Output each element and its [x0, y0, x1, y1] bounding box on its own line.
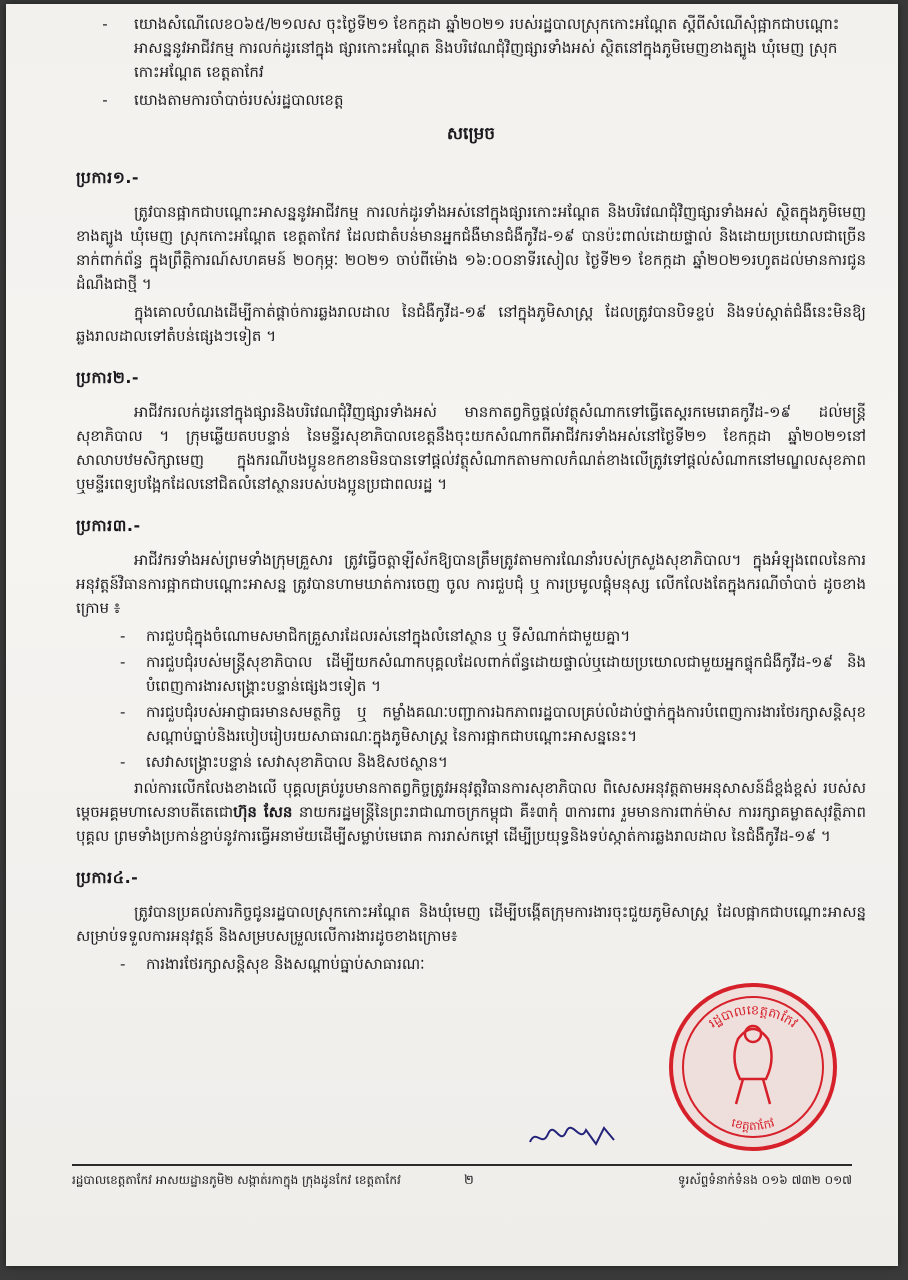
signature-stroke [530, 1128, 614, 1144]
page-footer [72, 1164, 852, 1190]
seal-text-bottom: ខេត្តតាកែវ [729, 1115, 777, 1134]
article-heading: ប្រការ៣.- [76, 516, 141, 535]
footer-address: រដ្ឋបាលខេត្តតាកែវ អាសយដ្ឋានភូមិ២ សង្កាត់រកាក្នុង ក្រុងដូនកែវ ខេត្តតាកែវ [72, 1173, 401, 1187]
article-paragraph: អាជីវករទាំងអស់ព្រមទាំងក្រុមគ្រួសារ ត្រូវធ្វើចត្តាឡីស័កឱ្យបានត្រឹមត្រូវតាមការណែនាំរបស់ក្រសួងសុខាភិបាល។ ក្នុងអំឡុងពេលនៃការអនុវត្តន៍វិធានការផ្អាកជាបណ្តោះអាសន្ន ត្រូវបានហាមឃាត់ការចេញ ចូល ការជួបជុំ ឬ ការប្រមូលផ្តុំមនុស្ស លើកលែងតែក្នុងករណីចាំបាច់ ដូចខាងក្រោម ៖ [76, 551, 866, 617]
article-paragraph: ត្រូវបានប្រគល់ភារកិច្ចជូនរដ្ឋបាលស្រុកកោះអណ្តែត និងឃុំមេញ ដើម្បីបង្កើតក្រុមការងារចុះជួយភូមិសាស្ត្រ ដែលផ្អាកជាបណ្តោះអាសន្ន សម្រាប់ទទួលការអនុវត្តន៍ និងសម្របសម្រួលលើការងារដូចខាងក្រោម៖ [76, 903, 866, 945]
official-seal [658, 979, 848, 1154]
footer-phone: ទូរស័ព្ទទំនាក់ទំនង ០១៦ ៧៣២ ០១៧ [677, 1173, 852, 1187]
task-item: - ការងារថែរក្សាសន្តិសុខ និងសណ្តាប់ធ្នាប់សាធារណៈ [120, 955, 425, 973]
article-closing: រាល់ការលើកលែងខាងលើ បុគ្គលគ្រប់រូបមានកាតព្វកិច្ចត្រូវអនុវត្តវិធានការសុខាភិបាល ពិសេសអនុវត្តតាមអនុសាសន៍ដ៏ខ្ពង់ខ្ពស់ របស់សម្តេចអគ្គមហាសេនាបតីតេជោហ៊ុន សែន នាយករដ្ឋមន្ត្រីនៃព្រះរាជាណាចក្រកម្ពុជា គឺ៖៣កុំ ៣ការពារ រួមមានការពាក់ម៉ាស ការរក្សាគម្លាតសុវត្ថិភាពបុគ្គល ព្រមទាំងប្រកាន់ខ្ជាប់នូវការធ្វើអនាម័យដើម្បីសម្លាប់មេរោគ ការរាស់កម្តៅ ដើម្បីប្រយុទ្ធនិងទប់ស្កាត់ការឆ្លងរាលដាល នៃជំងឺកូវីដ-១៩ ។ [76, 779, 866, 845]
exception-item: - ការជួបជុំរបស់មន្ត្រីសុខាភិបាល ដើម្បីយកសំណាកបុគ្គលដែលពាក់ព័ន្ធដោយផ្ទាល់ឬដោយប្រយោលជាមួយអ្នកផ្ទុកជំងឺកូវីដ-១៩ និងបំពេញការងារសង្គ្រោះបន្ទាន់ផ្សេងៗទៀត ។ [120, 653, 866, 695]
document-page [6, 4, 898, 1266]
exception-item: - ការជួបជុំក្នុងចំណោមសមាជិកគ្រួសារដែលរស់នៅក្នុងលំនៅស្ថាន ឬ ទីសំណាក់ជាមួយគ្នា។ [120, 627, 631, 645]
article-paragraph: ត្រូវបានផ្អាកជាបណ្តោះអាសន្ននូវអាជីវកម្ម ការលក់ដូរទាំងអស់នៅក្នុងផ្សារកោះអណ្តែត និងបរិវេណជុំវិញផ្សារទាំងអស់ ស្ថិតក្នុងភូមិមេញខាងត្បូង ឃុំមេញ ស្រុកកោះអណ្តែត ខេត្តតាកែវ ដែលជាតំបន់មានអ្នកជំងឺមានជំងឺកូវីដ-១៩ បានប៉ះពាល់ដោយផ្ទាល់ និងដោយប្រយោលជាច្រើននាក់ពាក់ព័ន្ធ ក្នុងព្រឹត្តិការណ៍សហគមន៍ ២០កុម្ភៈ ២០២១ ចាប់ពីម៉ោង ១៦:០០នាទីរសៀល ថ្ងៃទី២១ ខែកក្កដា ឆ្នាំ២០២១រហូតដល់មានការជូនដំណឹងជាថ្មី ។ [76, 203, 866, 293]
exception-item: - ការជួបជុំរបស់អាជ្ញាធរមានសមត្ថកិច្ច ឬ កម្លាំងគណៈបញ្ជាការឯកភាពរដ្ឋបាលគ្រប់លំដាប់ថ្នាក់ក្នុងការបំពេញការងារថែរក្សាសន្តិសុខសណ្តាប់ធ្នាប់និងរបៀបរៀបរយសាធារណៈក្នុងភូមិសាស្ត្រ នៃការផ្អាកជាបណ្តោះអាសន្ននេះ។ [120, 703, 866, 745]
document-body [76, 12, 866, 978]
article-paragraph: អាជីវករលក់ដូរនៅក្នុងផ្សារនិងបរិវេណជុំវិញផ្សារទាំងអស់ មានកាតព្វកិច្ចផ្តល់វត្ថុសំណាកទៅធ្វើតេស្តរកមេរោគកូវីដ-១៩ ដល់មន្ត្រីសុខាភិបាល ។ ក្រុមឆ្លើយតបបន្ទាន់ នៃមន្ទីរសុខាភិបាលខេត្តនឹងចុះយកសំណាកពីអាជីវករទាំងអស់នៅថ្ងៃទី២១ ខែកក្កដា ឆ្នាំ២០២១នៅសាលាបឋមសិក្សាមេញ ក្នុងករណីបងប្អូនខកខានមិនបានទៅផ្តល់វត្ថុសំណាកតាមកាលកំណត់ខាងលើត្រូវទៅផ្តល់សំណាកនៅមណ្ឌលសុខភាព ឬមន្ទីរពេទ្យបង្អែកដែលនៅជិតលំនៅស្ថានរបស់បងប្អូនប្រជាពលរដ្ឋ ។ [76, 403, 866, 493]
article-heading: ប្រការ១.- [76, 168, 140, 187]
seal-text-top: រដ្ឋបាលខេត្តតាកែវ [706, 1003, 800, 1032]
signature-mark [526, 1122, 621, 1152]
decision-title: សម្រេច [446, 124, 496, 144]
article-paragraph: ក្នុងគោលបំណងដើម្បីកាត់ផ្តាច់ការឆ្លងរាលដាល នៃជំងឺកូវីដ-១៩ នៅក្នុងភូមិសាស្ត្រ ដែលត្រូវបានបិទខ្ទប់ និងទប់ស្កាត់ជំងឺនេះមិនឱ្យឆ្លងរាលដាលទៅតំបន់ផ្សេងៗទៀត ។ [76, 303, 866, 345]
article-heading: ប្រការ៤.- [76, 868, 139, 887]
intro-bullet: - យោងសំណើលេខ០៦៥/២១លស ចុះថ្ងៃទី២១ ខែកក្កដា ឆ្នាំ២០២១ របស់រដ្ឋបាលស្រុកកោះអណ្តែត ស្តីពីសំណើសុំផ្អាកជាបណ្តោះអាសន្ននូវអាជីវកម្ម ការលក់ដូរនៅក្នុង ផ្សារកោះអណ្តែត និងបរិវេណជុំវិញផ្សារទាំងអស់ ស្ថិតនៅក្នុងភូមិមេញខាងត្បូង ឃុំមេញ ស្រុកកោះអណ្តែត ខេត្តតាកែវ [102, 15, 840, 81]
exception-item: - សេវាសង្គ្រោះបន្ទាន់ សេវាសុខាភិបាល និងឱសថស្ថាន។ [120, 753, 448, 771]
page-number: ២ [464, 1173, 474, 1188]
article-heading: ប្រការ២.- [76, 368, 140, 387]
intro-bullet: - យោងតាមការចាំបាច់របស់រដ្ឋបាលខេត្ត [102, 91, 344, 109]
prime-minister-name: ហ៊ុន សែន [233, 803, 293, 821]
